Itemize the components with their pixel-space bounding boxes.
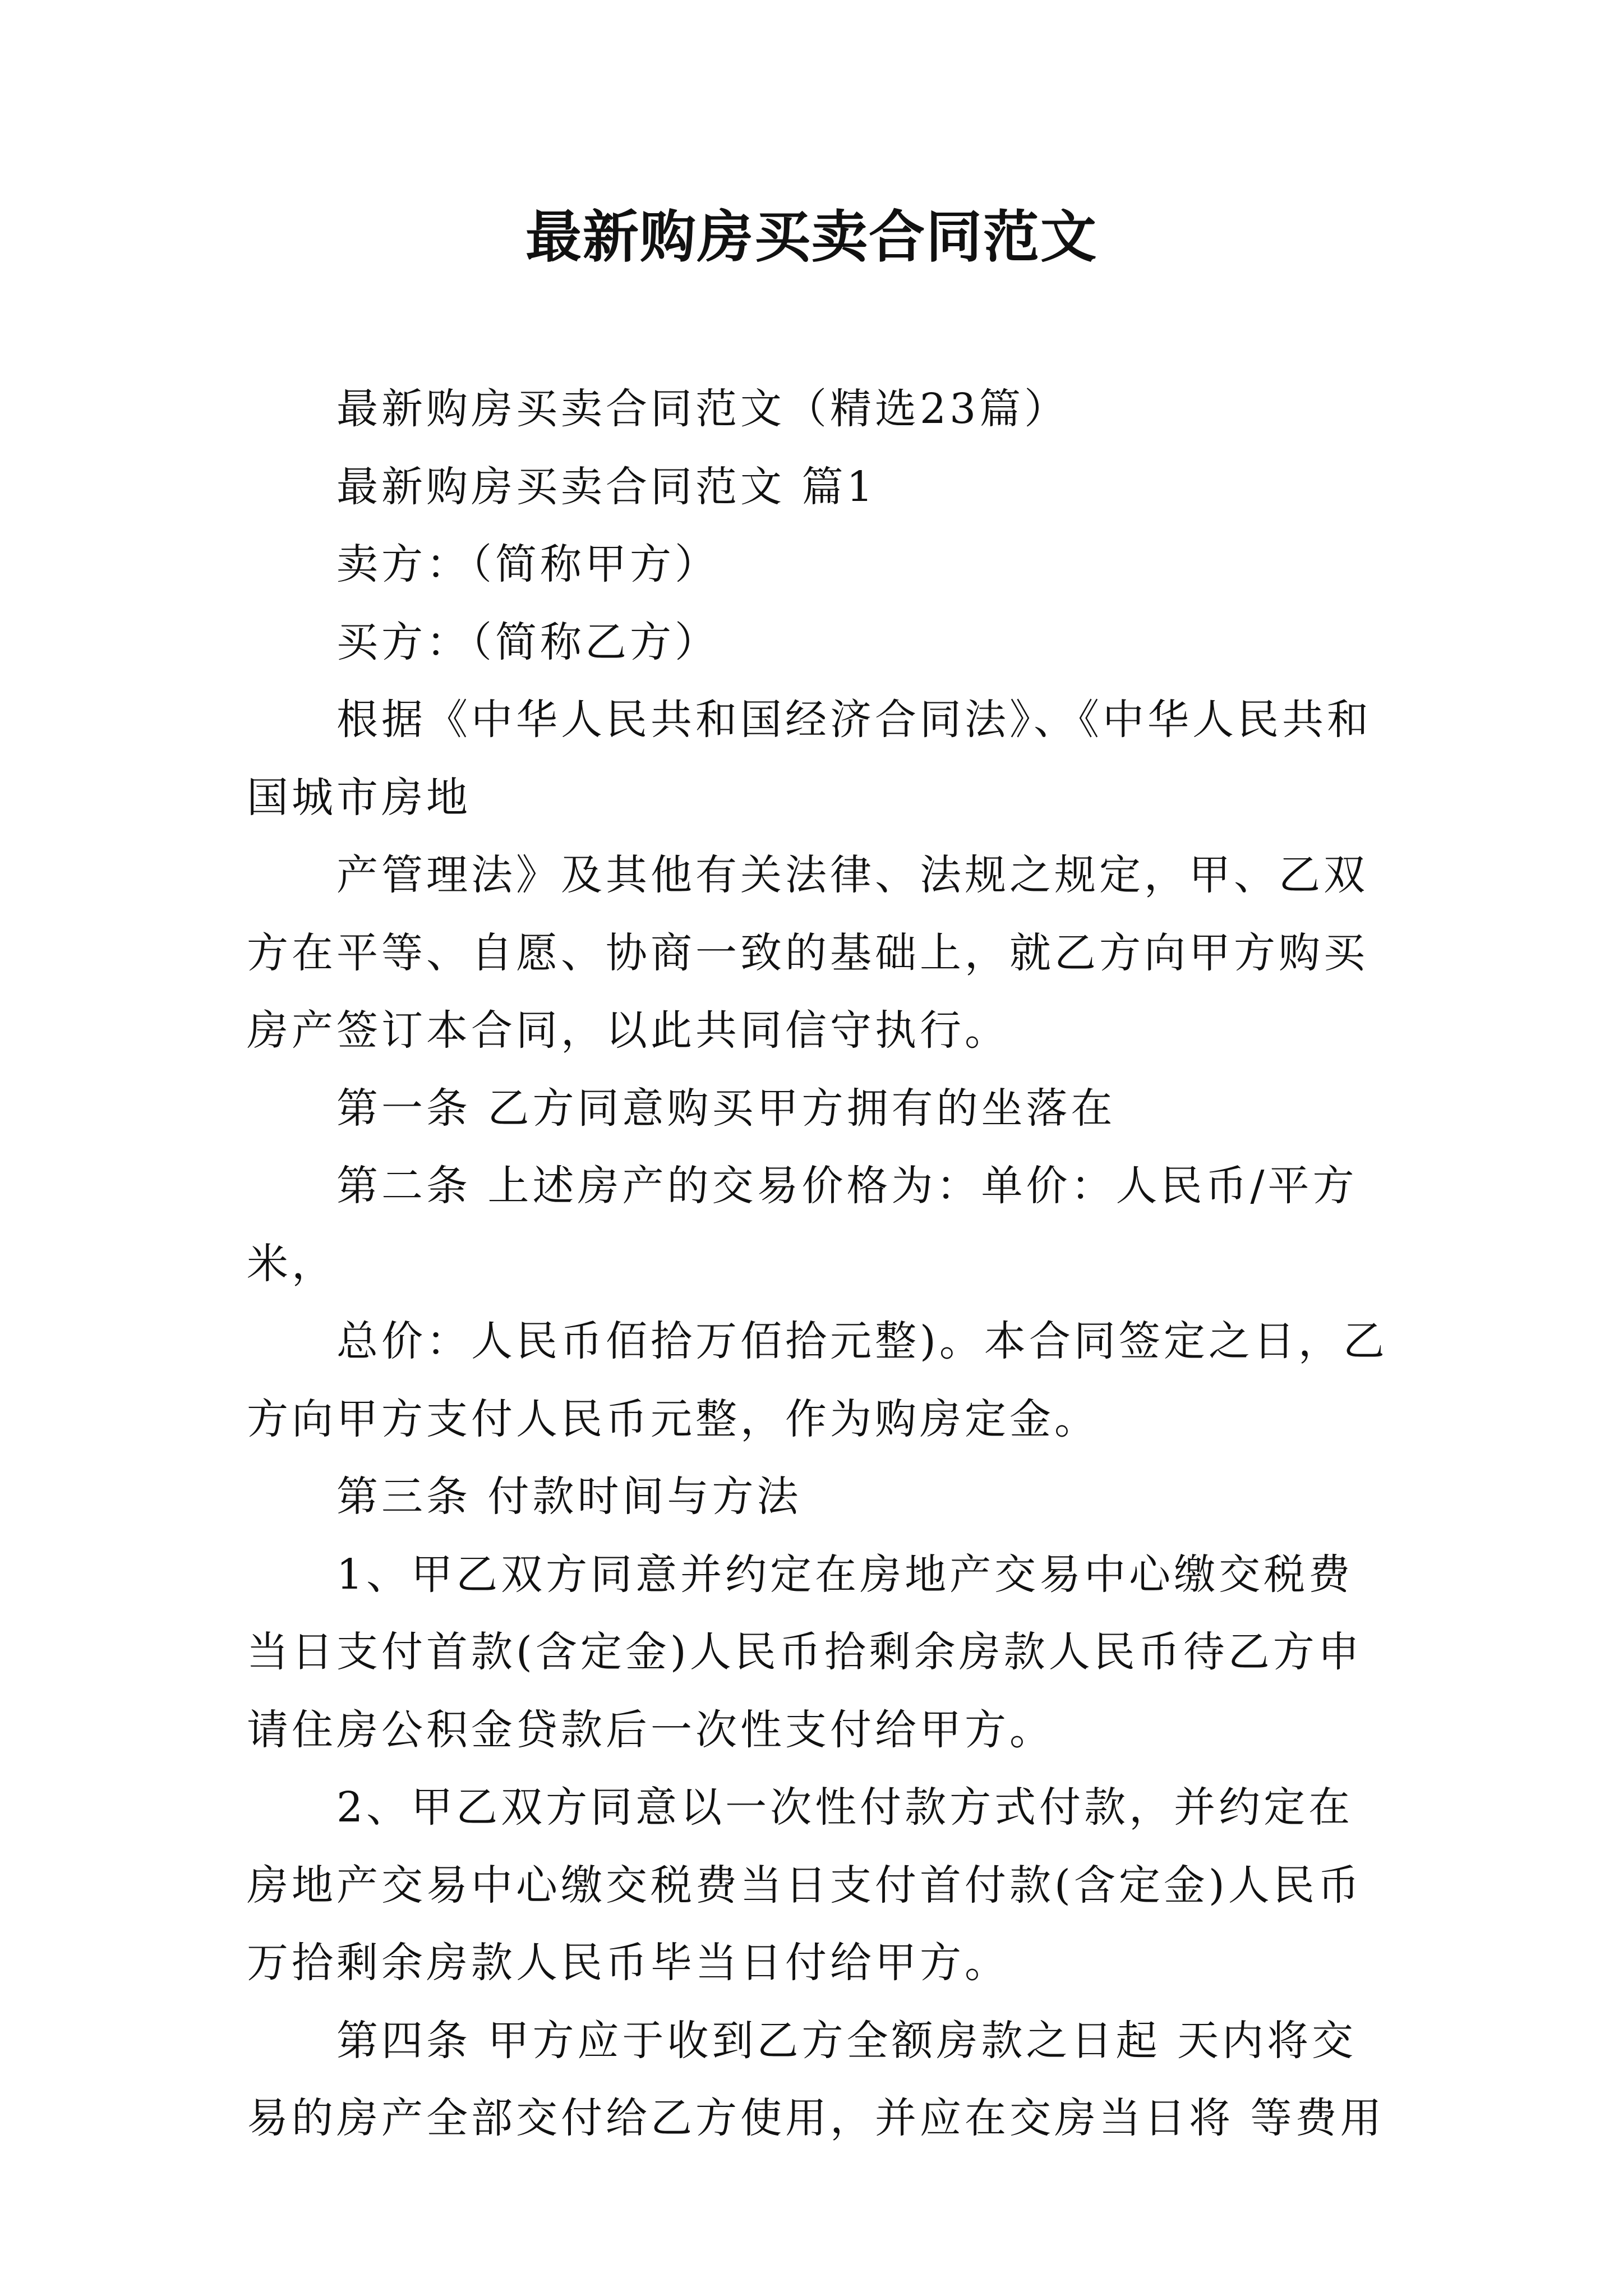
paragraph-article-3: 第三条 付款时间与方法 [336,1473,802,1521]
document-title: 最新购房买卖合同范文 [525,204,1098,270]
paragraph-buyer: 买方：（简称乙方） [336,618,720,666]
paragraph-article-2: 第二条 上述房产的交易价格为：单价：人民币/平方米， [247,1162,1358,1288]
paragraph-payment-2: 2、甲乙双方同意以一次性付款方式付款，并约定在房地产交易中心缴交税费当日支付首付款(含定金)人民币万拾剩余房款人民币毕当日付给甲方。 [247,1783,1363,1987]
paragraph-seller: 卖方：（简称甲方） [336,540,720,588]
paragraph-article-1: 第一条 乙方同意购买甲方拥有的坐落在 [336,1084,1116,1133]
paragraph-legal-basis: 根据《中华人民共和国经济合同法》、《中华人民共和国城市房地 [247,696,1372,822]
paragraph-total-price: 总价：人民币佰拾万佰拾元整)。本合同签定之日，乙方向甲方支付人民币元整，作为购房定金。 [247,1317,1388,1443]
paragraph-article-4: 第四条 甲方应于收到乙方全额房款之日起 天内将交易的房产全部交付给乙方使用，并应在交房当日将 等费用 [247,2016,1385,2142]
document-body [247,370,1391,2157]
paragraph-subtitle: 最新购房买卖合同范文（精选23篇） [336,385,1069,433]
paragraph-section-heading: 最新购房买卖合同范文 篇1 [336,462,877,511]
paragraph-legal-basis-cont: 产管理法》及其他有关法律、法规之规定，甲、乙双方在平等、自愿、协商一致的基础上，就乙方向甲方购买房产签订本合同，以此共同信守执行。 [247,851,1368,1055]
paragraph-payment-1: 1、甲乙双方同意并约定在房地产交易中心缴交税费当日支付首款(含定金)人民币拾剩余房款人民币待乙方申请住房公积金贷款后一次性支付给甲方。 [247,1550,1363,1754]
